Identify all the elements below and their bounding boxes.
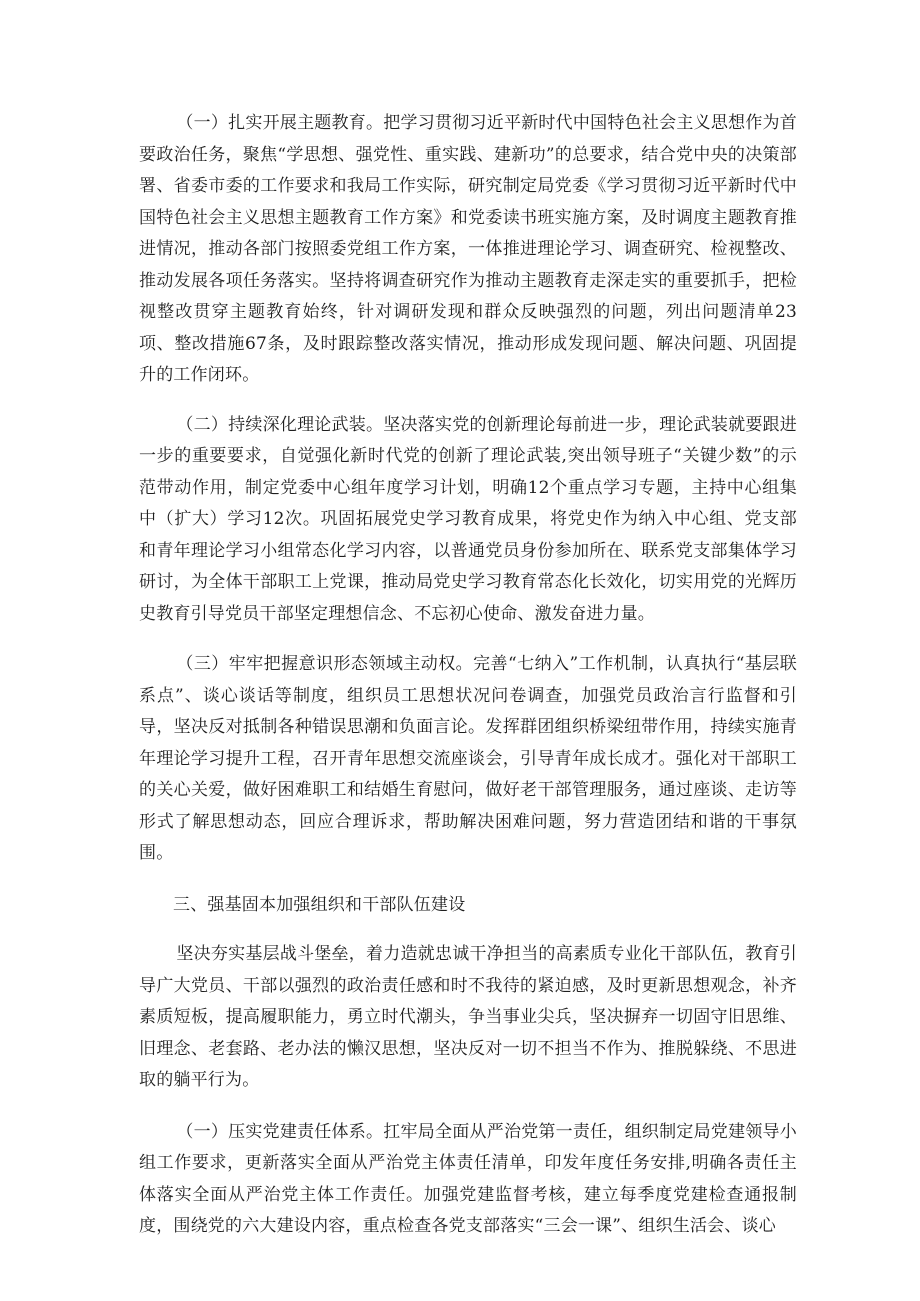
- paragraph-theory-armament: （二）持续深化理论武装。坚决落实党的创新理论每前进一步，理论武装就要跟进一步的重要要求，自觉强化新时代党的创新了理论武装,突出领导班子“关键少数”的示范带动作用，制定党委中心组年度学习计划，明确12个重点学习专题，主持中心组集中（扩大）学习12次。巩固拓展党史学习教育成果，将党史作为纳入中心组、党支部和青年理论学习小组常态化学习内容，以普通党员身份参加所在、联系党支部集体学习研讨，为全体干部职工上党课，推动局党史学习教育常态化长效化，切实用党的光辉历史教育引导党员干部坚定理想信念、不忘初心使命、激发奋进力量。: [139, 414, 797, 624]
- paragraph-theme-education: （一）扎实开展主题教育。把学习贯彻习近平新时代中国特色社会主义思想作为首要政治任务，聚焦“学思想、强党性、重实践、建新功”的总要求，结合党中央的决策部署、省委市委的工作要求和我局工作实际，研究制定局党委《学习贯彻习近平新时代中国特色社会主义思想主题教育工作方案》和党委读书班实施方案，及时调度主题教育推进情况，推动各部门按照委党组工作方案，一体推进理论学习、调查研究、检视整改、推动发展各项任务落实。坚持将调查研究作为推动主题教育走深走实的重要抓手，把检视整改贯穿主题教育始终，针对调研发现和群众反映强烈的问题，列出问题清单23项、整改措施67条，及时跟踪整改落实情况，推动形成发现问题、解决问题、巩固提升的工作闭环。: [139, 113, 797, 385]
- section-heading: 三、强基固本加强组织和干部队伍建设: [173, 894, 466, 915]
- paragraph-ideology-initiative: （三）牢牢把握意识形态领域主动权。完善“七纳入”工作机制，认真执行“基层联系点”、谈心谈话等制度，组织员工思想状况问卷调查，加强党员政治言行监督和引导，坚决反对抵制各种错误思潮和负面言论。发挥群团组织桥梁纽带作用，持续实施青年理论学习提升工程，召开青年思想交流座谈会，引导青年成长成才。强化对干部职工的关心关爱，做好困难职工和结婚生育慰问，做好老干部管理服务，通过座谈、走访等形式了解思想动态，回应合理诉求，帮助解决困难问题，努力营造团结和谐的干事氛围。: [139, 654, 797, 863]
- paragraph-section-intro: 坚决夯实基层战斗堡垒，着力造就忠诚干净担当的高素质专业化干部队伍，教育引导广大党员、干部以强烈的政治责任感和时不我待的紧迫感，及时更新思想观念，补齐素质短板，提高履职能力，勇立时代潮头，争当事业尖兵，坚决摒弃一切固守旧思维、旧理念、老套路、老办法的懒汉思想，坚决反对一切不担当不作为、推脱躲绕、不思进取的躺平行为。: [139, 944, 797, 1090]
- paragraph-party-responsibility: （一）压实党建责任体系。扛牢局全面从严治党第一责任，组织制定局党建领导小组工作要求，更新落实全面从严治党主体责任清单，印发年度任务安排,明确各责任主体落实全面从严治党主体工作责任。加强党建监督考核，建立每季度党建检查通报制度，围绕党的六大建设内容，重点检查各党支部落实“三会一课”、组织生活会、谈心: [139, 1121, 797, 1236]
- document-page: [139, 108, 797, 1243]
